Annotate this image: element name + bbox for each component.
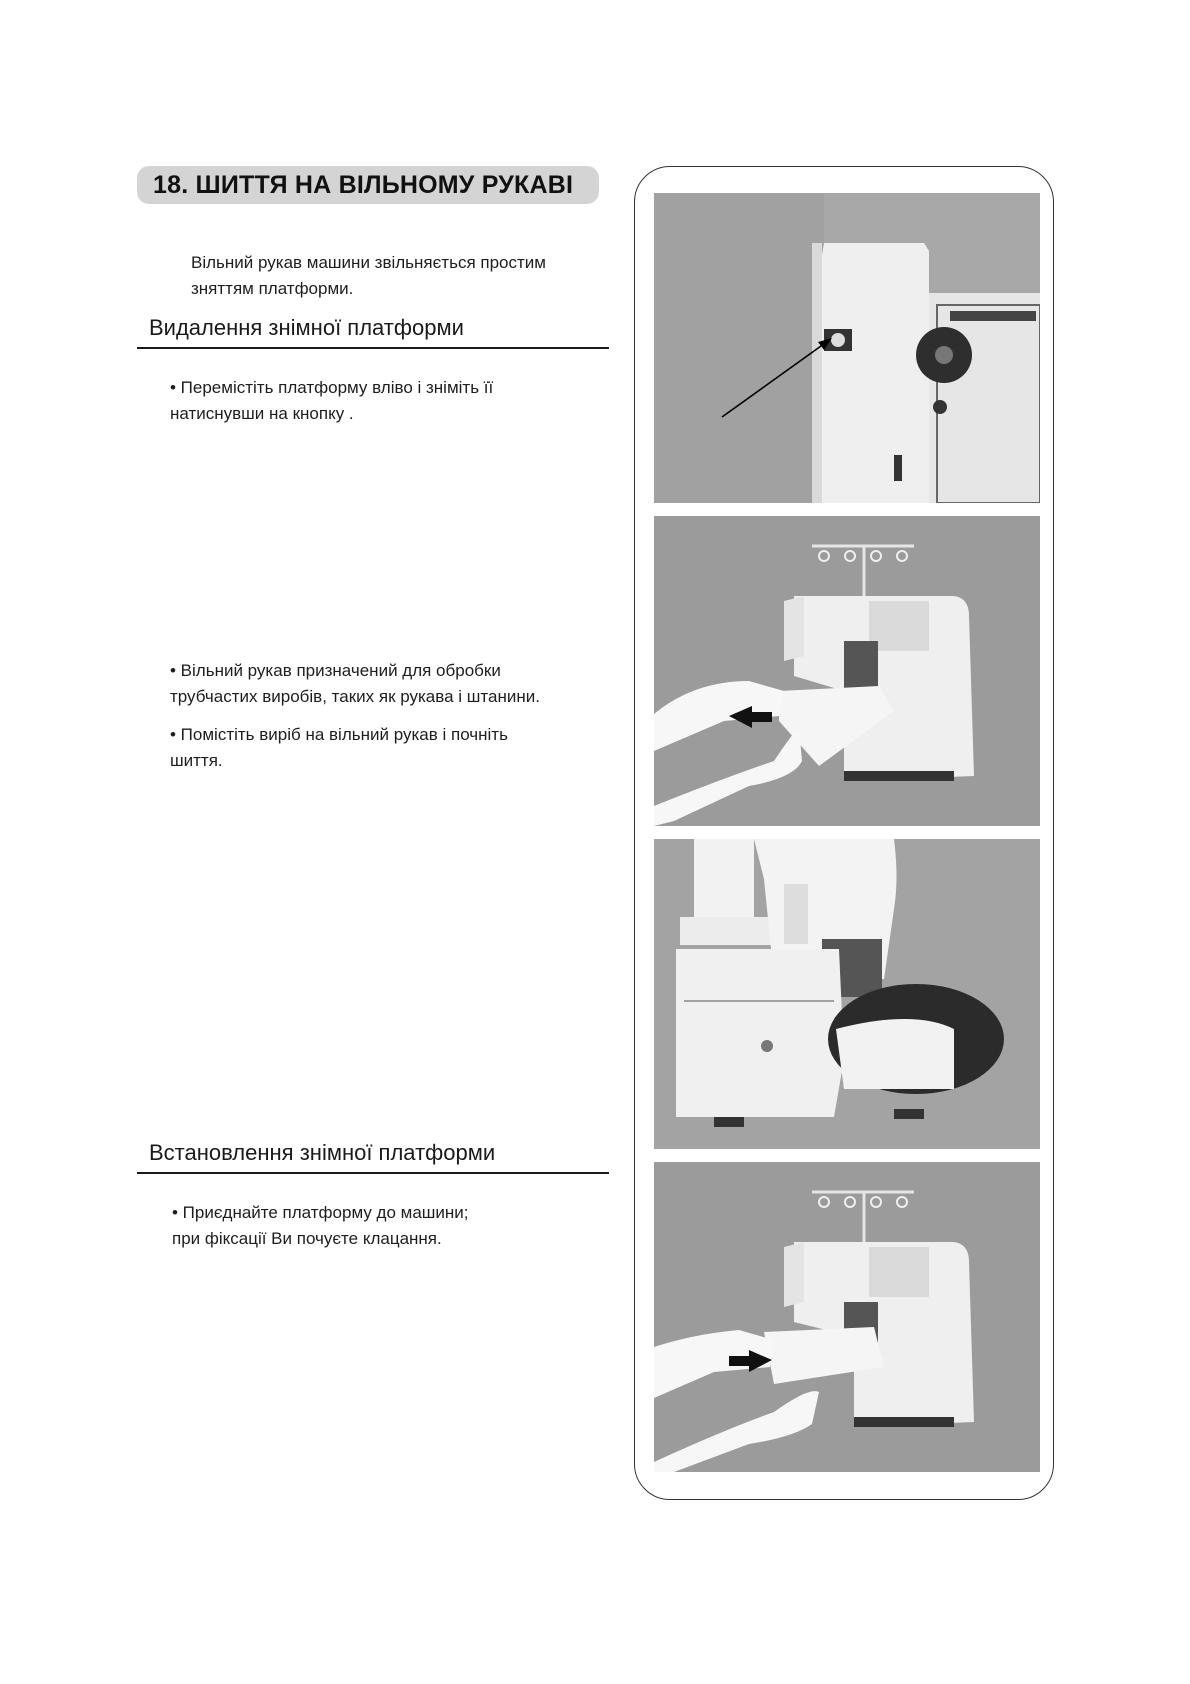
removal-step-3-line-2: шиття.	[170, 751, 223, 770]
removal-step-2-line-2: трубчастих виробів, таких як рукава і штанини.	[170, 687, 540, 706]
removal-step-1	[170, 375, 493, 427]
remove-platform-illustration	[654, 516, 1040, 826]
photo-remove-platform	[654, 516, 1040, 826]
removal-step-3	[170, 722, 508, 774]
install-heading	[137, 1138, 609, 1174]
photo-release-button	[654, 193, 1040, 503]
section-title: 18. ШИТТЯ НА ВІЛЬНОМУ РУКАВІ	[153, 171, 574, 199]
removal-step-2	[170, 658, 540, 710]
section-title-bar	[137, 166, 599, 204]
removal-step-1-line-1: • Перемістіть платформу вліво і зніміть її	[170, 378, 494, 397]
removal-heading-text: Видалення знімної платформи	[149, 315, 464, 340]
install-step-1	[172, 1200, 469, 1252]
intro-line-2: зняттям платформи.	[191, 279, 354, 298]
removal-heading	[137, 313, 609, 349]
install-heading-text: Встановлення знімної платформи	[149, 1140, 496, 1165]
removal-step-3-line-1: • Помістіть виріб на вільний рукав і почніть	[170, 725, 508, 744]
attach-platform-illustration	[654, 1162, 1040, 1472]
install-step-1-line-2: при фіксації Ви почуєте клацання.	[172, 1229, 442, 1248]
free-arm-sewing-illustration	[654, 839, 1040, 1149]
photo-sewing-free-arm	[654, 839, 1040, 1149]
intro-line-1: Вільний рукав машини звільняється простим	[191, 253, 546, 272]
install-step-1-line-1: • Приєднайте платформу до машини;	[172, 1203, 469, 1222]
removal-step-2-line-1: • Вільний рукав призначений для обробки	[170, 661, 501, 680]
removal-step-1-line-2: натиснувши на кнопку .	[170, 404, 354, 423]
release-button-illustration	[654, 193, 1040, 503]
photo-attach-platform	[654, 1162, 1040, 1472]
intro-paragraph	[191, 250, 546, 302]
